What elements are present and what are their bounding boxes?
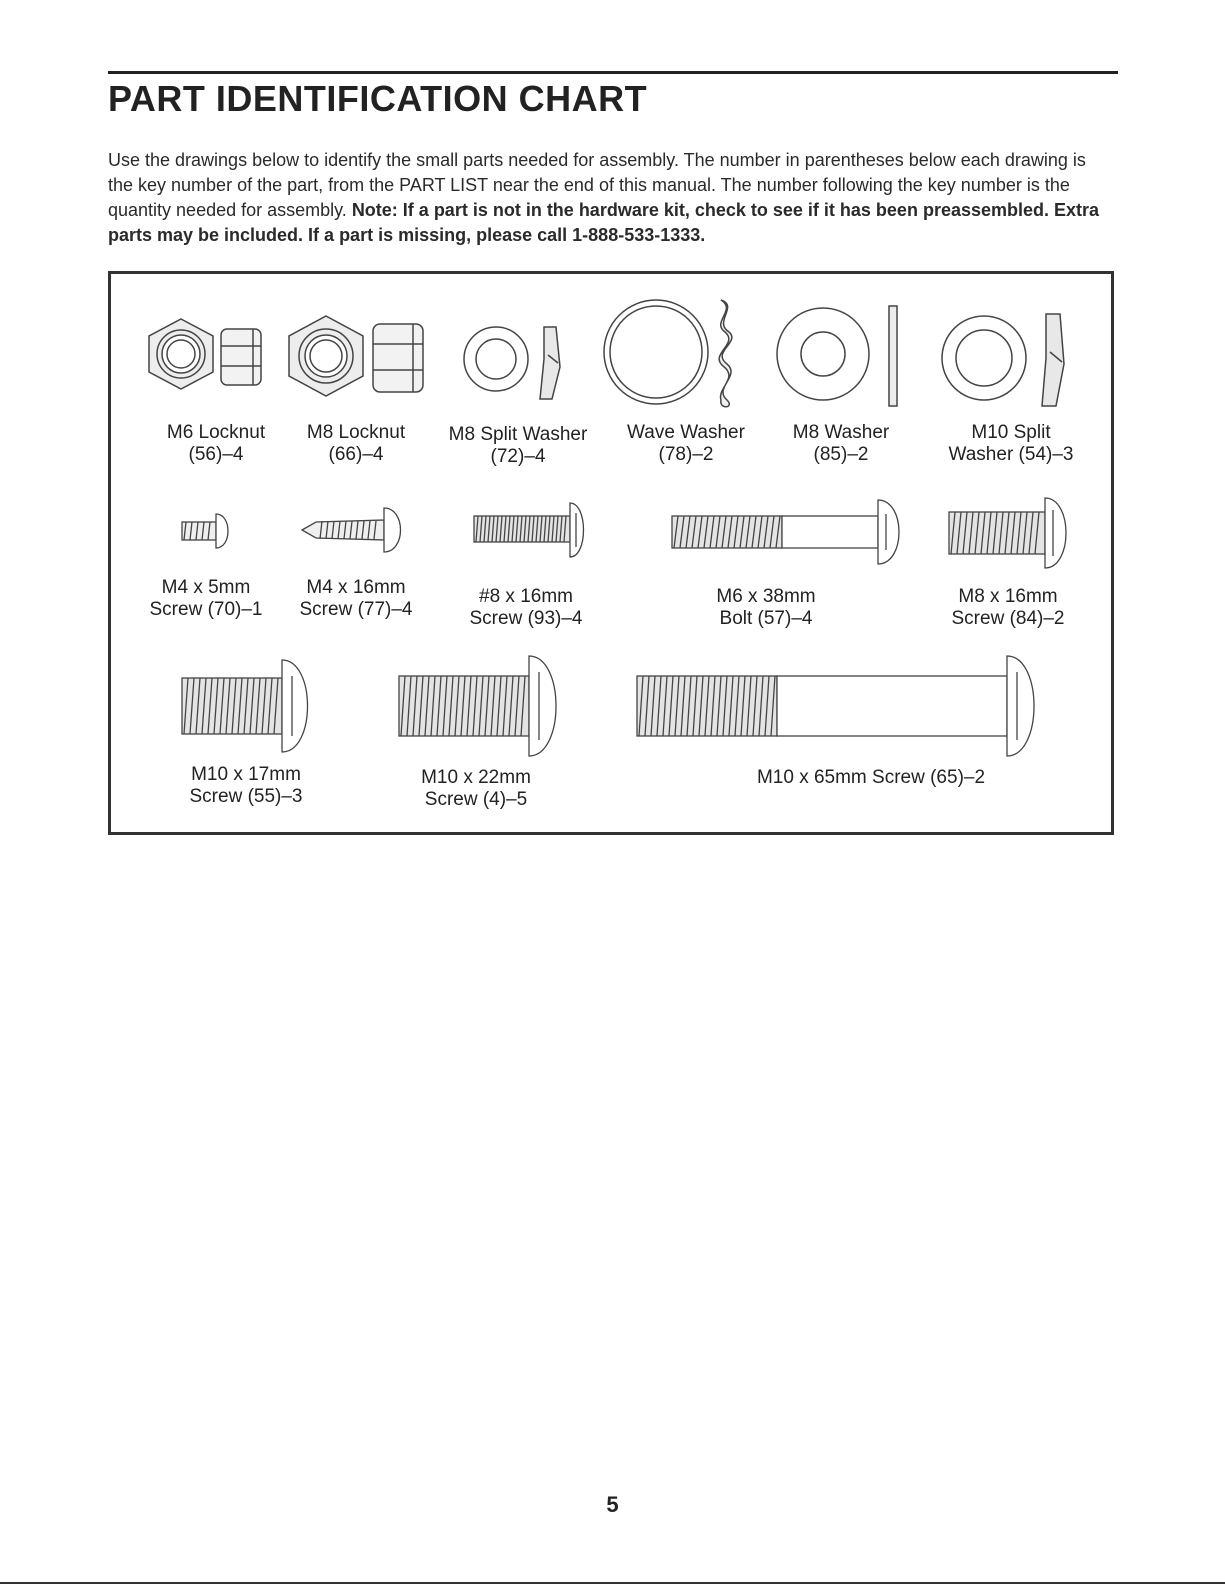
- part-label-wave-washer: [601, 422, 771, 466]
- part-key-qty: Washer (54)–3: [948, 444, 1074, 465]
- part-name: M4 x 5mm: [161, 577, 251, 598]
- part-label-m8-locknut: [276, 422, 436, 466]
- page-number: 5: [606, 1492, 619, 1517]
- title-rule: [108, 71, 1118, 74]
- wave-washer-icon: [601, 292, 761, 417]
- screw-icon: [631, 652, 1051, 760]
- part-key-qty: (85)–2: [813, 444, 869, 465]
- part-label-m10x22-screw: [401, 767, 551, 811]
- locknut-icon: [141, 314, 271, 404]
- screw-icon: [943, 494, 1078, 572]
- part-key-qty: Screw (77)–4: [299, 599, 413, 620]
- part-name: Wave Washer: [627, 422, 745, 443]
- part-label-m10-split-washer: [926, 422, 1096, 466]
- part-label-m6-locknut: [136, 422, 296, 466]
- part-label-no8x16-screw: [451, 586, 601, 630]
- part-chart-box: [108, 271, 1114, 835]
- intro-note: Note: If a part is not in the hardware kit, check to see if it has been preassembled. Extra parts may be included. If a part is missing, please call 1-888-533-1333.: [108, 200, 1100, 245]
- screw-icon: [296, 502, 411, 558]
- part-key-qty: Screw (93)–4: [469, 608, 583, 629]
- part-name: M6 x 38mm: [716, 586, 816, 607]
- screw-icon: [393, 652, 573, 760]
- part-key-qty: (78)–2: [658, 444, 714, 465]
- bolt-icon: [666, 496, 926, 568]
- part-key-qty: Screw (55)–3: [189, 786, 303, 807]
- part-key-qty: Bolt (57)–4: [719, 608, 813, 629]
- part-key-qty: Screw (70)–1: [149, 599, 263, 620]
- part-name: M8 Split Washer: [448, 424, 588, 445]
- part-name: M6 Locknut: [166, 422, 266, 443]
- part-name: M4 x 16mm: [306, 577, 406, 598]
- part-name: M8 Locknut: [306, 422, 406, 443]
- bottom-rule: [0, 1582, 1225, 1584]
- part-label-m4x16-screw: [281, 577, 431, 621]
- screw-icon: [466, 499, 591, 561]
- part-label-m6x38-bolt: [691, 586, 841, 630]
- part-key-qty: (72)–4: [490, 446, 546, 467]
- part-name: M10 x 65mm Screw (65)–2: [756, 767, 986, 788]
- part-key-qty: (56)–4: [188, 444, 244, 465]
- locknut-icon: [281, 312, 431, 407]
- part-name: M8 x 16mm: [958, 586, 1058, 607]
- part-label-m8-split-washer: [433, 424, 603, 468]
- part-name: M10 x 22mm: [421, 767, 531, 788]
- page-title: PART IDENTIFICATION CHART: [108, 78, 648, 119]
- washer-icon: [771, 302, 911, 412]
- part-label-m10x17-screw: [171, 764, 321, 808]
- part-name: M10 x 17mm: [191, 764, 301, 785]
- intro-text: Use the drawings below to identify the small parts needed for assembly. The number in parentheses below each drawing is the key number of the part, from the PART LIST near the end of this manual. The number following the key number is the quantity needed for assembly.: [108, 150, 1086, 220]
- split-washer-icon: [936, 306, 1076, 416]
- screw-icon: [176, 506, 236, 556]
- part-label-m8-washer: [761, 422, 921, 466]
- split-washer-icon: [456, 319, 576, 409]
- part-name: #8 x 16mm: [479, 586, 573, 607]
- part-label-m8x16-screw: [933, 586, 1083, 630]
- part-key-qty: (66)–4: [328, 444, 384, 465]
- part-name: M10 Split: [971, 422, 1051, 443]
- part-name: M8 Washer: [792, 422, 890, 443]
- part-label-m4x5-screw: [131, 577, 281, 621]
- part-key-qty: Screw (4)–5: [424, 789, 528, 810]
- part-label-m10x65-screw: [741, 767, 1001, 789]
- intro-paragraph: [108, 148, 1113, 248]
- part-key-qty: Screw (84)–2: [951, 608, 1065, 629]
- screw-icon: [176, 656, 321, 756]
